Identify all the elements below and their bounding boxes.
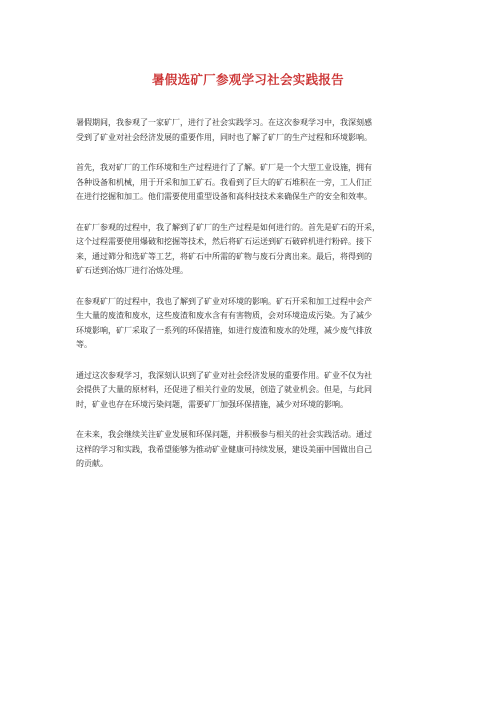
- paragraph-line: 的贡献。: [76, 459, 108, 468]
- document-title: 暑假选矿厂参观学习社会实践报告: [151, 72, 344, 87]
- paragraph-line: 通过这次参观学习，我深刻认识到了矿业对社会经济发展的重要作用。矿业不仅为社: [76, 370, 372, 380]
- paragraph-line: 环境影响，矿厂采取了一系列的环保措施，如进行废渣和废水的处理，减少废气排放: [76, 325, 372, 335]
- paragraph-line: 在未来，我会继续关注矿业发展和环保问题，并积极参与相关的社会实践活动。通过: [76, 430, 372, 439]
- paragraph-line: 等。: [76, 340, 92, 349]
- paragraph-line: 在矿厂参观的过程中，我了解到了矿厂的生产过程是如何进行的。首先是矿石的开采，: [76, 222, 380, 232]
- paragraph-2: [76, 161, 422, 205]
- paragraph-line: 这样的学习和实践，我希望能够为推动矿业健康可持续发展，建设美丽中国做出自己: [76, 444, 372, 454]
- paragraph-line: 这个过程需要使用爆破和挖掘等技术，然后将矿石运送到矿石破碎机进行粉碎。接下: [76, 237, 372, 246]
- paragraph-line: 各种设备和机械，用于开采和加工矿石。我看到了巨大的矿石堆积在一旁，工人们正: [76, 177, 372, 187]
- paragraph-line: 矿石送到冶炼厂进行冶炼处理。: [76, 266, 188, 275]
- paragraph-line: 首先，我对矿厂的工作环境和生产过程进行了了解。矿厂是一个大型工业设施，拥有: [76, 163, 372, 172]
- paragraph-line: 在进行挖掘和加工。他们需要使用重型设备和高科技技术来确保生产的安全和效率。: [76, 192, 372, 201]
- paragraph-line: 生大量的废渣和废水，这些废渣和废水含有有害物质，会对环境造成污染。为了减少: [76, 311, 372, 320]
- paragraph-5: [76, 369, 422, 413]
- paragraph-1: [76, 116, 422, 145]
- paragraph-line: 会提供了大量的原材料，还促进了相关行业的发展，创造了就业机会。但是，与此同: [76, 385, 372, 394]
- paragraph-line: 在参观矿厂的过程中，我也了解到了矿业对环境的影响。矿石开采和加工过程中会产: [76, 296, 372, 306]
- document-body: [76, 116, 422, 488]
- paragraph-line: 时，矿业也存在环境污染问题，需要矿厂加强环保措施，减少对环境的影响。: [76, 399, 348, 409]
- paragraph-3: [76, 221, 422, 279]
- paragraph-line: 受到了矿业对社会经济发展的重要作用，同时也了解了矿厂的生产过程和环境影响。: [76, 132, 372, 142]
- paragraph-6: [76, 428, 422, 472]
- paragraph-4: [76, 295, 422, 353]
- paragraph-line: 暑假期间，我参观了一家矿厂，进行了社会实践学习。在这次参观学习中，我深刻感: [76, 118, 372, 127]
- paragraph-line: 来，通过筛分和选矿等工艺，将矿石中所需的矿物与废石分离出来。最后，将得到的: [76, 251, 372, 261]
